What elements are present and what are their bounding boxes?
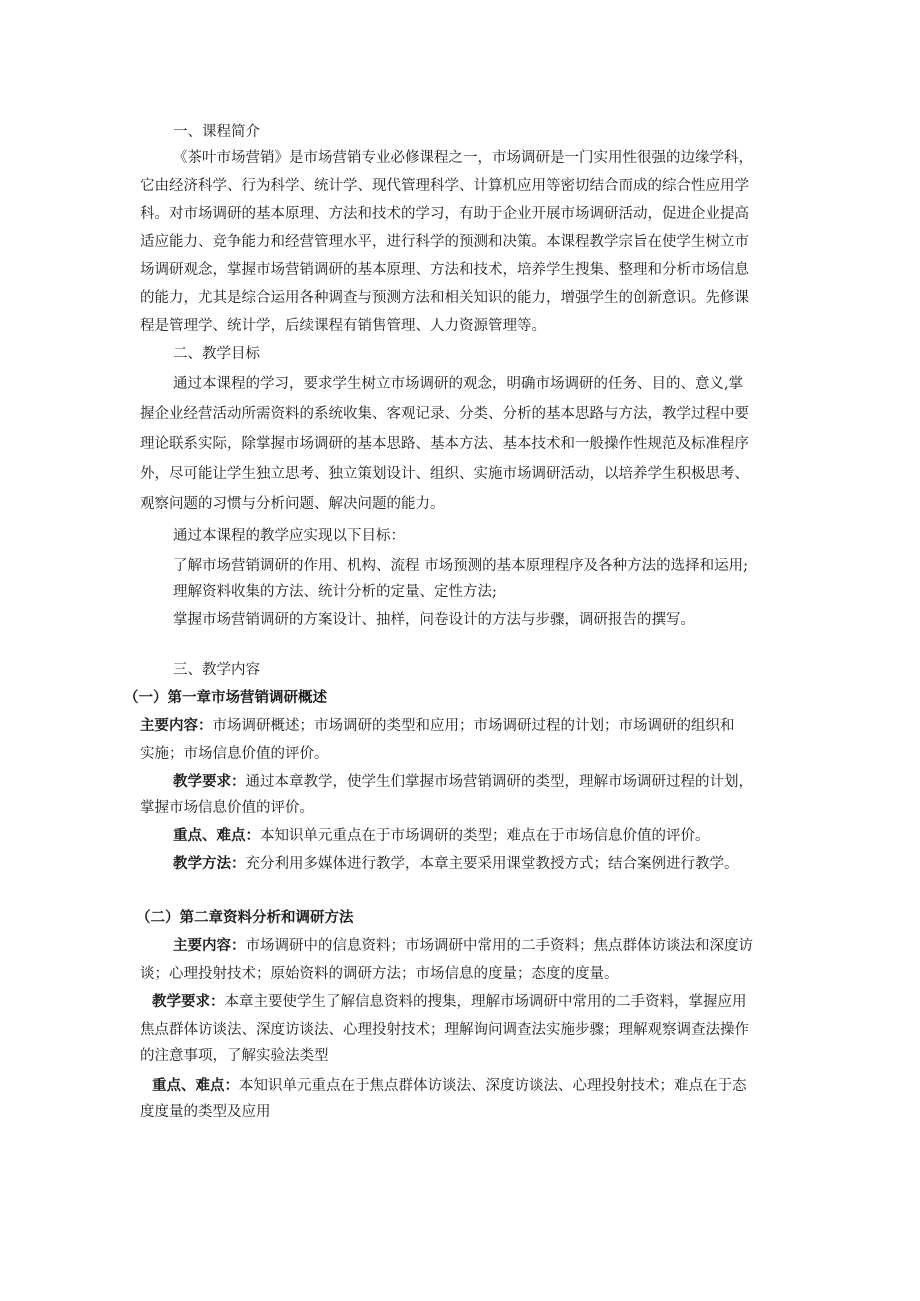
requirements-label: 教学要求： xyxy=(152,994,225,1010)
section-heading-content: 三、教学内容 xyxy=(173,662,260,678)
paragraph-line: 《茶叶市场营销》是市场营销专业必修课程之一，市场调研是一门实用性很强的边缘学科， xyxy=(173,150,753,166)
paragraph-line: 通过本课程的学习，要求学生树立市场调研的观念，明确市场调研的任务、目的、意义,掌 xyxy=(173,376,744,392)
key-points-label: 重点、难点： xyxy=(173,828,260,844)
paragraph-line: 程是管理学、统计学，后续课程有销售管理、人力资源管理等。 xyxy=(140,318,546,334)
section-heading-goals: 二、教学目标 xyxy=(173,346,260,362)
chapter-title-1: （一）第一章市场营销调研概述 xyxy=(124,690,327,706)
main-content-label: 主要内容： xyxy=(173,938,246,954)
paragraph-line: 理论联系实际，除掌握市场调研的基本思路、基本方法、基本技术和一般操作性规范及标准程序 xyxy=(140,436,749,452)
paragraph-line: 实施；市场信息价值的评价。 xyxy=(140,746,329,762)
ch2-main-content xyxy=(173,936,753,956)
paragraph-line: 握企业经营活动所需资料的系统收集、客观记录、分类、分析的基本思路与方法，教学过程中要 xyxy=(140,406,749,422)
chapter-title-2: （二）第二章资料分析和调研方法 xyxy=(136,910,354,926)
methods-text: 充分利用多媒体进行教学，本章主要采用课堂教授方式；结合案例进行教学。 xyxy=(245,856,739,872)
goal-item: 了解市场营销调研的作用、机构、流程 市场预测的基本原理程序及各种方法的选择和运用; xyxy=(173,558,748,574)
paragraph-line: 观察问题的习惯与分析问题、解决问题的能力。 xyxy=(140,496,445,512)
main-content-label: 主要内容： xyxy=(140,718,213,734)
paragraph-line: 的能力，尤其是综合运用各种调查与预测方法和相关知识的能力，增强学生的创新意识。先修课 xyxy=(140,290,749,306)
main-content-text: 市场调研中的信息资料；市场调研中常用的二手资料；焦点群体访谈法和深度访 xyxy=(245,938,753,954)
ch1-main-content xyxy=(140,716,735,736)
ch1-requirements xyxy=(173,772,753,792)
methods-label: 教学方法： xyxy=(173,856,246,872)
goal-item: 掌握市场营销调研的方案设计、抽样，问卷设计的方法与步骤，调研报告的撰写。 xyxy=(173,612,695,628)
key-points-text: 本知识单元重点在于焦点群体访谈法、深度访谈法、心理投射技术；难点在于态 xyxy=(239,1078,747,1094)
paragraph-line: 掌握市场信息价值的评价。 xyxy=(140,800,314,816)
main-content-text: 市场调研概述；市场调研的类型和应用；市场调研过程的计划；市场调研的组织和 xyxy=(212,718,735,734)
ch1-key-points xyxy=(173,826,710,846)
paragraph-line: 场调研观念，掌握市场营销调研的基本原理、方法和技术，培养学生搜集、整理和分析市场信息 xyxy=(140,262,749,278)
ch2-key-points xyxy=(152,1076,747,1096)
paragraph-line: 的注意事项，了解实验法类型 xyxy=(140,1048,329,1064)
ch2-requirements xyxy=(152,992,747,1012)
paragraph-line: 科。对市场调研的基本原理、方法和技术的学习，有助于企业开展市场调研活动，促进企业提高 xyxy=(140,206,749,222)
section-heading-intro: 一、课程简介 xyxy=(173,124,260,140)
paragraph-line: 焦点群体访谈法、深度访谈法、心理投射技术；理解询问调查法实施步骤；理解观察调查法操作 xyxy=(140,1022,749,1038)
requirements-label: 教学要求： xyxy=(173,774,246,790)
requirements-text: 通过本章教学，使学生们掌握市场营销调研的类型，理解市场调研过程的计划， xyxy=(245,774,753,790)
paragraph-line: 它由经济科学、行为科学、统计学、现代管理科学、计算机应用等密切结合而成的综合性应用学 xyxy=(140,178,749,194)
key-points-text: 本知识单元重点在于市场调研的类型；难点在于市场信息价值的评价。 xyxy=(260,828,710,844)
paragraph-line: 外，尽可能让学生独立思考、独立策划设计、组织、实施市场调研活动，以培养学生积极思考、 xyxy=(140,466,749,482)
requirements-text: 本章主要使学生了解信息资料的搜集，理解市场调研中常用的二手资料，掌握应用 xyxy=(224,994,747,1010)
key-points-label: 重点、难点： xyxy=(152,1078,239,1094)
ch1-methods xyxy=(173,854,739,874)
goals-intro-line: 通过本课程的教学应实现以下目标： xyxy=(173,528,405,544)
paragraph-line: 谈；心理投射技术；原始资料的调研方法；市场信息的度量；态度的度量。 xyxy=(140,966,619,982)
paragraph-line: 度度量的类型及应用 xyxy=(140,1104,271,1120)
paragraph-line: 适应能力、竞争能力和经营管理水平，进行科学的预测和决策。本课程教学宗旨在使学生树立市 xyxy=(140,234,749,250)
goal-item: 理解资料收集的方法、统计分析的定量、定性方法; xyxy=(173,584,497,600)
